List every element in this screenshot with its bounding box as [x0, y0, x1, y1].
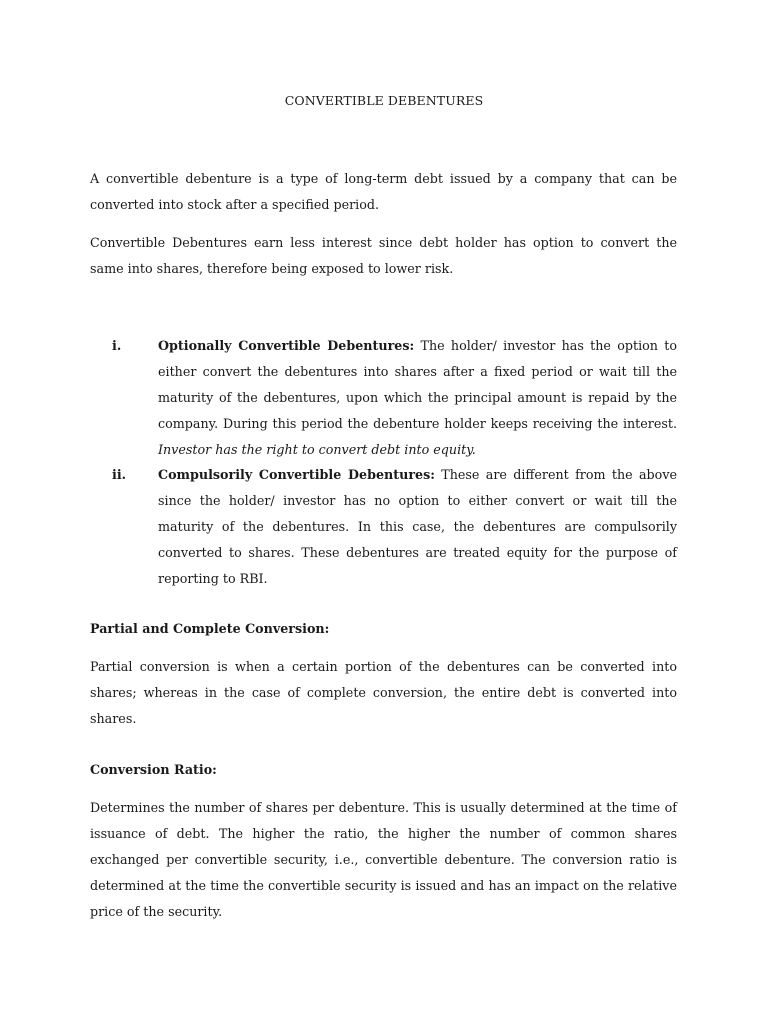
page-title: CONVERTIBLE DEBENTURES — [284, 93, 484, 108]
section-body-conversion-ratio: Determines the number of shares per debenture. This is usually determined at the time of issuance of debt. The higher the ratio, the higher the number of common shares exchanged per convertible security, i.e., convertible debenture. The conversion ratio is determined at the time the convertible security is issued and has an impact on the relative price of the security. — [90, 800, 677, 919]
list-item-term: Optionally Convertible Debentures: — [158, 338, 415, 353]
list-marker-2: ii. — [112, 467, 127, 482]
section-heading-conversion-ratio: Conversion Ratio: — [90, 762, 217, 777]
section-heading-partial-complete: Partial and Complete Conversion: — [90, 621, 330, 636]
intro-paragraph-2: Convertible Debentures earn less interest since debt holder has option to convert the same into shares, therefore being exposed to lower risk. — [90, 235, 677, 276]
list-item-optionally-convertible — [158, 333, 677, 463]
intro-paragraph-1: A convertible debenture is a type of long-term debt issued by a company that can be converted into stock after a specified period. — [90, 171, 677, 212]
section-body-partial-complete: Partial conversion is when a certain portion of the debentures can be converted into shares; whereas in the case of complete conversion, the entire debt is converted into shares. — [90, 659, 677, 726]
list-item-text: The holder/ investor has the option to either convert the debentures into shares after a fixed period or wait till the maturity of the debentures, upon which the principal amount is repaid by the company. During this period the debenture holder keeps receiving the interest. — [158, 338, 677, 431]
list-item-text: These are different from the above since the holder/ investor has no option to either convert or wait till the maturity of the debentures. In this case, the debentures are compulsorily converted to shares. These debentures are treated equity for the purpose of reporting to RBI. — [158, 467, 677, 586]
list-item-emphasis: Investor has the right to convert debt into equity. — [158, 442, 476, 457]
list-item-term: Compulsorily Convertible Debentures: — [158, 467, 435, 482]
list-marker-1: i. — [112, 338, 122, 353]
list-item-compulsorily-convertible — [158, 462, 677, 592]
